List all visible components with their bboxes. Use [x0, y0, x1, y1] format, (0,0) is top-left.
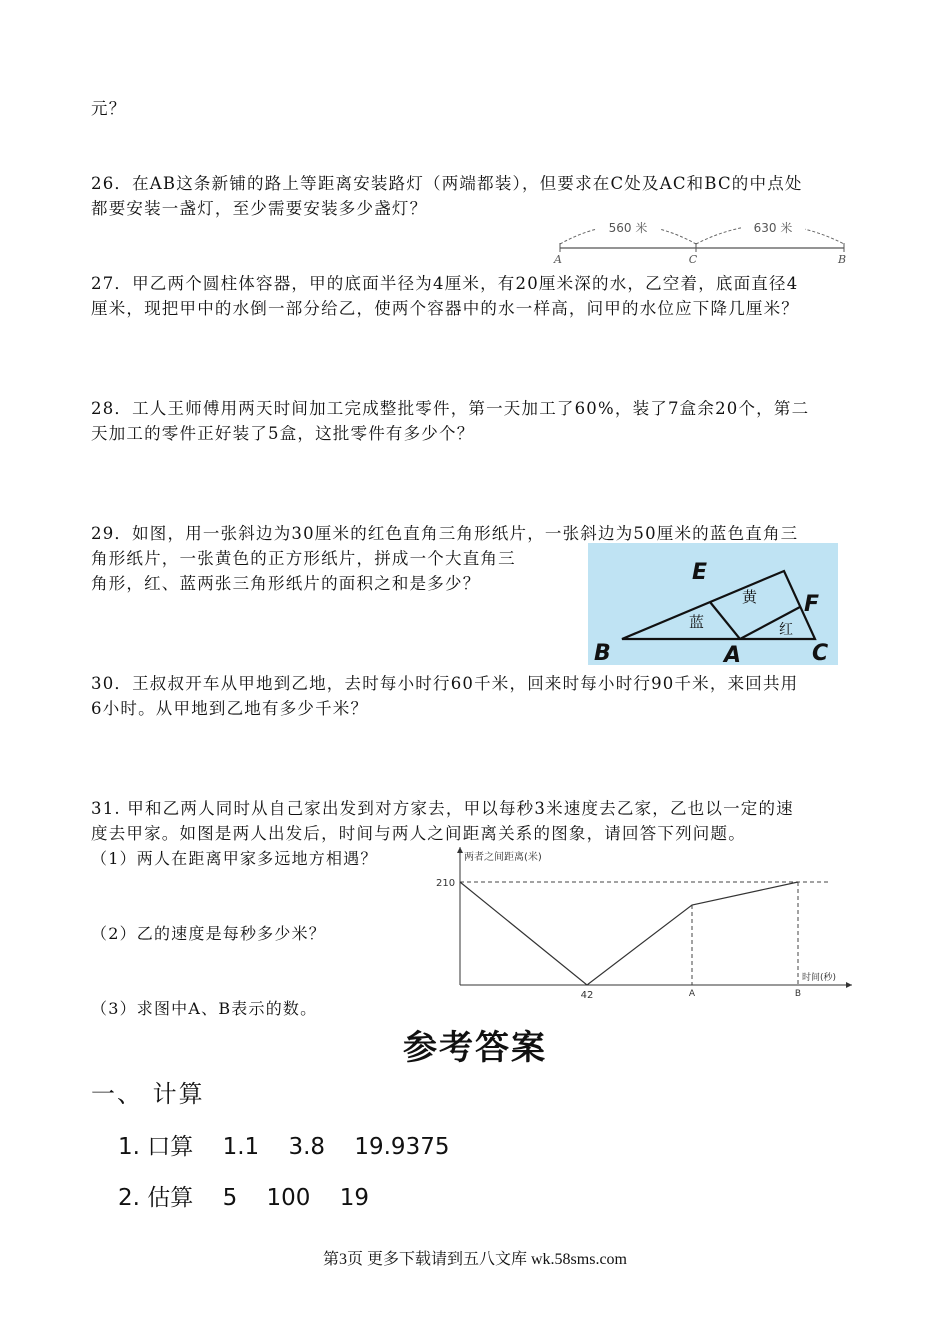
- series-line: [460, 882, 798, 985]
- question-26-line2: 都要安装一盏灯，至少需要安装多少盏灯？: [91, 199, 428, 218]
- road-diagram: [548, 212, 858, 268]
- answer-value: 19: [339, 1185, 370, 1211]
- tick-a: A: [688, 989, 696, 999]
- answer-label: 2. 估算: [118, 1185, 194, 1211]
- question-29-line3: 角形，红、蓝两张三角形纸片的面积之和是多少？: [91, 574, 481, 593]
- label-cb: 630 米: [753, 221, 793, 235]
- answers-title: 参考答案: [403, 1028, 547, 1068]
- question-29-line1: 29．如图，用一张斜边为30厘米的红色直角三角形纸片，一张斜边为50厘米的蓝色直角三: [91, 524, 799, 543]
- label-blue: 蓝: [689, 613, 705, 631]
- question-26-line1: 26．在AB这条新铺的路上等距离安装路灯（两端都装），但要求在C处及AC和BC的中点处: [91, 174, 803, 193]
- question-30-line1: 30．王叔叔开车从甲地到乙地，去时每小时行60千米，回来时每小时行90千米，来回共用: [91, 674, 799, 693]
- point-a: A: [554, 253, 562, 266]
- question-28-line2: 天加工的零件正好装了5盒，这批零件有多少个？: [91, 424, 475, 443]
- answers-section-heading: 一、 计算: [91, 1080, 205, 1108]
- question-31-sub1: （1）两人在距离甲家多远地方相遇？: [91, 849, 378, 868]
- answer-label: 1. 口算: [118, 1134, 194, 1160]
- label-c: C: [812, 641, 829, 665]
- tick-b: B: [794, 989, 802, 999]
- label-yellow: 黄: [742, 588, 758, 606]
- answer-value: 100: [266, 1185, 311, 1211]
- question-27-line1: 27．甲乙两个圆柱体容器，甲的底面半径为4厘米，有20厘米深的水，乙空着，底面直径4: [91, 274, 799, 293]
- tick-42: 42: [580, 990, 594, 1001]
- answer-value: 3.8: [288, 1134, 326, 1160]
- y-axis-label: 两者之间距离(米): [464, 852, 542, 863]
- question-28-line1: 28．工人王师傅用两天时间加工完成整批零件，第一天加工了60%，装了7盒余20个，第二: [91, 399, 810, 418]
- label-ac: 560 米: [608, 221, 648, 235]
- question-31-sub2: （2）乙的速度是每秒多少米？: [91, 924, 326, 943]
- x-axis-label: 时间(秒): [802, 973, 837, 983]
- answer-value: 1.1: [222, 1134, 260, 1160]
- point-c: C: [688, 253, 698, 266]
- question-27-line2: 厘米，现把甲中的水倒一部分给乙，使两个容器中的水一样高，问甲的水位应下降几厘米？: [91, 299, 799, 318]
- page-footer: 第3页 更多下载请到五八文库 wk.58sms.com: [322, 1251, 627, 1268]
- answer-value: 19.9375: [354, 1134, 450, 1160]
- answer-row-2: [118, 1179, 391, 1212]
- label-red: 红: [779, 622, 793, 638]
- label-a: A: [724, 643, 742, 665]
- label-b: B: [594, 641, 611, 665]
- label-e: E: [692, 560, 708, 585]
- triangle-figure: [588, 543, 838, 665]
- label-f: F: [804, 592, 820, 617]
- answer-row-1: [118, 1128, 471, 1161]
- question-31-sub3: （3）求图中A、B表示的数。: [91, 999, 318, 1018]
- question-30-line2: 6小时。从甲地到乙地有多少千米？: [91, 699, 369, 718]
- tick-210: 210: [436, 878, 456, 889]
- question-29-line2: 角形纸片，一张黄色的正方形纸片，拼成一个大直角三: [91, 549, 516, 568]
- answer-value: 5: [222, 1185, 238, 1211]
- text-line: 元？: [91, 99, 127, 118]
- question-31-line1: 31. 甲和乙两人同时从自己家出发到对方家去，甲以每秒3米速度去乙家，乙也以一定的速: [91, 799, 794, 818]
- distance-time-graph: [424, 843, 864, 1003]
- point-b: B: [837, 253, 847, 266]
- question-31-line2: 度去甲家。如图是两人出发后，时间与两人之间距离关系的图象，请回答下列问题。: [91, 824, 746, 843]
